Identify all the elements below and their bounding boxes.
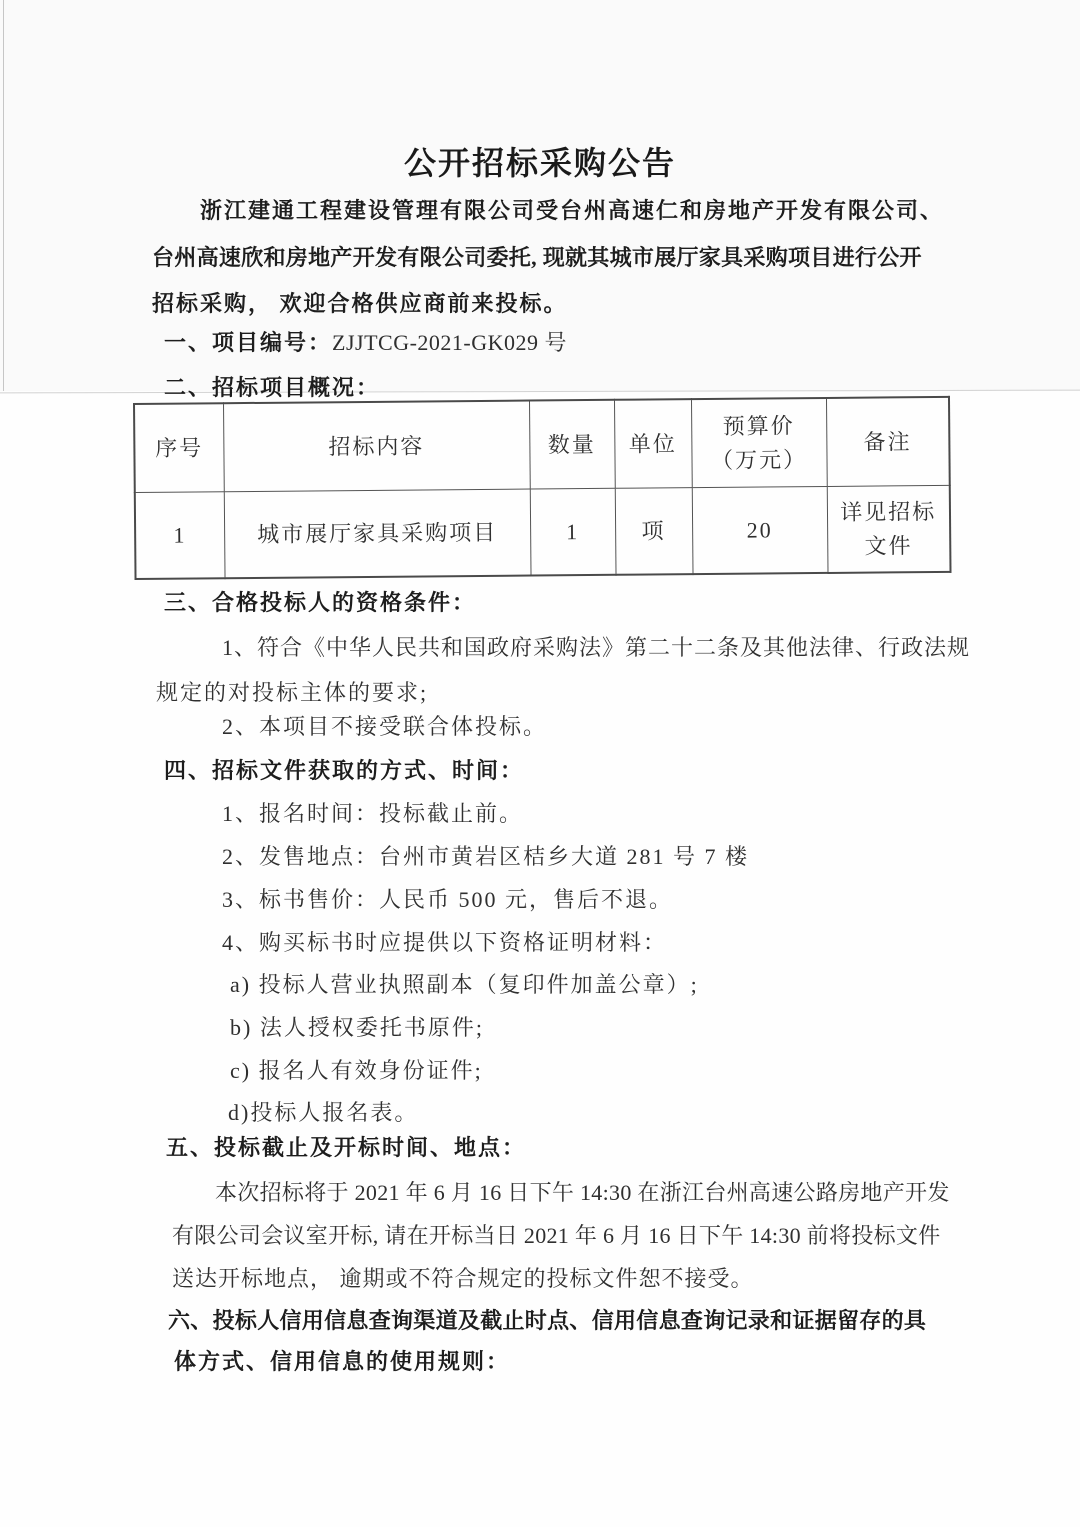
section-3-heading: 三、合格投标人的资格条件： (164, 590, 477, 615)
section-5-line-3: 送达开标地点， 逾期或不符合规定的投标文件恕不接受。 (172, 1266, 754, 1291)
section-1-heading (164, 328, 567, 358)
header-unit: 单位 (614, 399, 692, 488)
bid-overview-table (133, 396, 952, 580)
table-header-row (134, 397, 950, 493)
cell-quantity: 1 (530, 488, 616, 575)
cell-budget: 20 (692, 486, 828, 574)
section-4-heading: 四、招标文件获取的方式、时间： (164, 758, 525, 783)
section-4-item-4: 4、购买标书时应提供以下资格证明材料： (222, 930, 668, 955)
cell-seq-no: 1 (135, 492, 225, 579)
cell-unit: 项 (615, 488, 693, 575)
header-quantity: 数量 (529, 400, 615, 489)
section-4-item-2: 2、发售地点：台州市黄岩区桔乡大道 281 号 7 楼 (222, 844, 750, 869)
header-remark: 备注 (826, 397, 950, 487)
section-6-heading-line-2: 体方式、信用信息的使用规则： (174, 1349, 511, 1374)
table-row (135, 485, 951, 579)
section-4-item-b: b) 法人授权委托书原件; (230, 1015, 484, 1040)
scan-edge-vertical-line (3, 0, 4, 391)
section-4-item-c: c) 报名人有效身份证件; (230, 1058, 483, 1083)
section-1-label: 一、项目编号： (164, 330, 333, 355)
section-6-heading-line-1: 六、投标人信用信息查询渠道及截止时点、信用信息查询记录和证据留存的具 (168, 1308, 927, 1333)
intro-line-3: 招标采购， 欢迎合格供应商前来投标。 (152, 291, 568, 316)
section-4-item-a: a) 投标人营业执照副本（复印件加盖公章）; (230, 972, 699, 997)
intro-line-1: 浙江建通工程建设管理有限公司受台州高速仁和房地产开发有限公司、 (200, 198, 945, 223)
section-5-line-1: 本次招标将于 2021 年 6 月 16 日下午 14:30 在浙江台州高速公路房地产开发 (215, 1180, 950, 1205)
section-3-item-2: 2、本项目不接受联合体投标。 (222, 714, 548, 739)
section-2-heading: 二、招标项目概况： (164, 375, 381, 400)
document-title: 公开招标采购公告 (403, 145, 676, 181)
section-3-item-1-line-2: 规定的对投标主体的要求; (156, 680, 429, 705)
section-4-item-3: 3、标书售价：人民币 500 元，售后不退。 (222, 887, 674, 912)
project-number: ZJJTCG-2021-GK029 号 (332, 330, 568, 355)
section-5-line-2: 有限公司会议室开标, 请在开标当日 2021 年 6 月 16 日下午 14:30 前将投标文件 (172, 1223, 941, 1248)
section-3-item-1-line-1: 1、符合《中华人民共和国政府采购法》第二十二条及其他法律、行政法规 (222, 635, 971, 660)
header-seq-no: 序号 (134, 403, 224, 492)
cell-content: 城市展厅家具采购项目 (224, 489, 531, 578)
cell-remark: 详见招标 文件 (827, 485, 951, 573)
section-4-item-d: d)投标人报名表。 (228, 1100, 419, 1125)
intro-line-2: 台州高速欣和房地产开发有限公司委托, 现就其城市展厅家具采购项目进行公开 (152, 245, 922, 270)
header-content: 招标内容 (223, 401, 530, 492)
section-5-heading: 五、投标截止及开标时间、地点： (166, 1135, 527, 1160)
section-4-item-1: 1、报名时间：投标截止前。 (222, 801, 524, 826)
header-budget: 预算价 （万元） (691, 398, 827, 488)
